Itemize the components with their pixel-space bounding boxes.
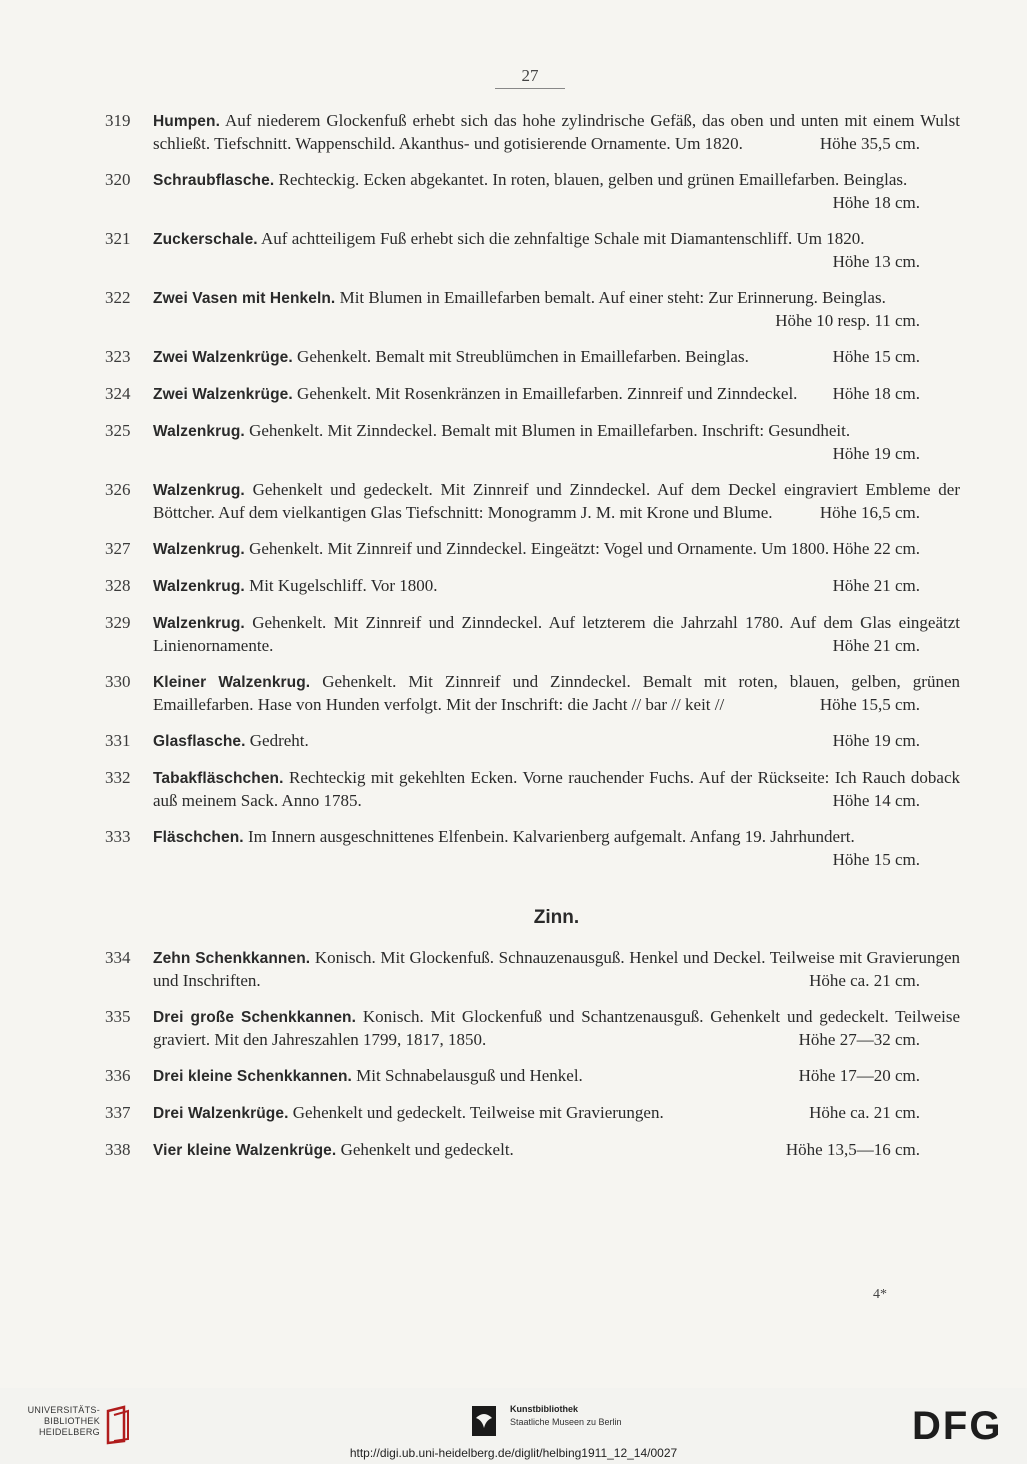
entry-body — [153, 767, 960, 812]
catalog-entry — [105, 575, 960, 598]
catalog-entry — [105, 228, 960, 273]
dfg-logo[interactable]: DFG — [912, 1404, 1003, 1448]
entry-number: 329 — [105, 613, 131, 632]
ub-line-2: BIBLIOTHEK — [43, 1416, 100, 1426]
entry-description: Gehenkelt. Mit Rosenkränzen in Emaillefarben. Zinnreif und Zinndeckel. — [297, 384, 798, 403]
catalog-entry — [105, 383, 960, 406]
entry-height: Höhe 27—32 cm. — [798, 1030, 920, 1049]
entry-title: Zwei Vasen mit Henkeln. — [153, 290, 336, 307]
entry-number: 327 — [105, 539, 131, 558]
entry-height: Höhe 15 cm. — [832, 347, 920, 366]
entry-body — [153, 612, 960, 657]
entry-title: Drei kleine Schenkkannen. — [153, 1068, 352, 1085]
entry-height: Höhe 15,5 cm. — [819, 695, 920, 714]
entry-number: 322 — [105, 288, 131, 307]
catalog-entries — [105, 110, 960, 1176]
entry-body — [153, 1065, 960, 1088]
catalog-entry — [105, 1006, 960, 1051]
entry-number: 338 — [105, 1140, 131, 1159]
entry-description: Mit Schnabelausguß und Henkel. — [356, 1066, 583, 1085]
entry-height: Höhe 21 cm. — [832, 636, 920, 655]
ub-line-3: HEIDELBERG — [38, 1427, 100, 1437]
catalog-entry — [105, 110, 960, 155]
entry-description: Rechteckig mit gekehlten Ecken. Vorne rauchender Fuchs. Auf der Rückseite: Ich Rauch doback auß meinem Sack. Anno 1785. — [153, 768, 961, 810]
section-heading-zinn: Zinn. — [533, 907, 580, 928]
entry-body — [153, 947, 960, 992]
entry-title: Walzenkrug. — [153, 578, 245, 595]
entry-body — [153, 730, 960, 753]
entry-number: 328 — [105, 576, 131, 595]
entry-body — [153, 538, 960, 561]
entry-height: Höhe 35,5 cm. — [819, 134, 920, 153]
entry-body — [153, 346, 960, 369]
zinn-entry-list — [105, 947, 960, 1162]
signature-mark: 4* — [873, 1287, 887, 1302]
catalog-entry — [105, 287, 960, 332]
entry-description: Auf niederem Glockenfuß erhebt sich das hohe zylindrische Gefäß, das oben und unten mit einem Wulst schließt. Tiefschnitt. Wappenschild. Akanthus- und gotisierende Ornamente. Um 1820. — [153, 111, 960, 153]
catalog-entry — [105, 947, 960, 992]
entry-title: Tabakfläschchen. — [153, 770, 284, 787]
entry-number: 324 — [105, 384, 131, 403]
entry-body — [153, 1102, 960, 1125]
eagle-icon — [472, 1406, 496, 1436]
entry-height: Höhe 10 resp. 11 cm. — [775, 311, 920, 330]
entry-body — [153, 420, 960, 465]
entry-title: Zwei Walzenkrüge. — [153, 386, 293, 403]
entry-description: Mit Blumen in Emaillefarben bemalt. Auf einer steht: Zur Erinnerung. Beinglas. — [339, 288, 886, 307]
entry-title: Schraubflasche. — [153, 172, 275, 189]
entry-title: Zuckerschale. — [153, 231, 258, 248]
entry-description: Gehenkelt. Mit Zinnreif und Zinndeckel. Auf letzterem die Jahrzahl 1780. Auf dem Glas eingeätzt Linienornamente. — [153, 613, 961, 655]
entry-title: Vier kleine Walzenkrüge. — [153, 1142, 337, 1159]
kunstbibliothek-logo[interactable] — [472, 1402, 672, 1442]
entry-body — [153, 1006, 960, 1051]
entry-number: 332 — [105, 768, 131, 787]
entry-description: Konisch. Mit Glockenfuß. Schnauzenausguß. Henkel und Deckel. Teilweise mit Gravierungen und Inschriften. — [153, 948, 960, 990]
entry-height: Höhe 21 cm. — [832, 576, 920, 595]
entry-description: Rechteckig. Ecken abgekantet. In roten, blauen, gelben und grünen Emaillefarben. Beinglas. — [278, 170, 908, 189]
entry-description: Gedreht. — [249, 731, 309, 750]
page-number: 27 — [495, 66, 565, 89]
entry-number: 325 — [105, 421, 131, 440]
entry-title: Walzenkrug. — [153, 541, 245, 558]
ub-logo-text — [14, 1405, 100, 1438]
entry-number: 323 — [105, 347, 131, 366]
entry-description: Gehenkelt und gedeckelt. Mit Zinnreif und Zinndeckel. Auf dem Deckel eingraviert Embleme der Böttcher. Auf dem vielkantigen Glas Tiefschnitt: Monogramm J. M. mit Krone und Blume. — [153, 480, 961, 522]
ub-line-1: UNIVERSITÄTS- — [27, 1405, 100, 1415]
entry-height: Höhe 19 cm. — [832, 444, 920, 463]
entry-number: 331 — [105, 731, 131, 750]
ub-heidelberg-logo[interactable] — [14, 1405, 134, 1447]
entry-height: Höhe 16,5 cm. — [819, 503, 920, 522]
entry-height: Höhe 15 cm. — [832, 850, 920, 869]
entry-number: 337 — [105, 1103, 131, 1122]
entry-body — [153, 1139, 960, 1162]
entry-description: Konisch. Mit Glockenfuß und Schantzenausguß. Gehenkelt und gedeckelt. Teilweise graviert. Mit den Jahreszahlen 1799, 1817, 1850. — [153, 1007, 961, 1049]
entry-number: 319 — [105, 111, 131, 130]
entry-height: Höhe 18 cm. — [832, 193, 920, 212]
entry-title: Drei Walzenkrüge. — [153, 1105, 289, 1122]
entry-description: Auf achtteiligem Fuß erhebt sich die zehnfaltige Schale mit Diamantenschliff. Um 1820. — [261, 229, 865, 248]
entry-height: Höhe 18 cm. — [832, 384, 920, 403]
catalog-entry — [105, 1139, 960, 1162]
entry-number: 333 — [105, 827, 131, 846]
entry-title: Drei große Schenkkannen. — [153, 1009, 357, 1026]
entry-body — [153, 575, 960, 598]
catalog-entry — [105, 169, 960, 214]
entry-description: Gehenkelt. Mit Zinnreif und Zinndeckel. Eingeätzt: Vogel und Ornamente. Um 1800. — [249, 539, 830, 558]
entry-body — [153, 671, 960, 716]
entry-body — [153, 383, 960, 406]
entry-height: Höhe ca. 21 cm. — [809, 971, 920, 990]
entry-description: Im Innern ausgeschnittenes Elfenbein. Kalvarienberg aufgemalt. Anfang 19. Jahrhundert. — [247, 827, 855, 846]
entry-title: Fläschchen. — [153, 829, 244, 846]
entry-title: Walzenkrug. — [153, 423, 245, 440]
catalog-entry — [105, 730, 960, 753]
entry-description: Gehenkelt. Mit Zinndeckel. Bemalt mit Blumen in Emaillefarben. Inschrift: Gesundheit. — [249, 421, 851, 440]
entry-description: Gehenkelt und gedeckelt. Teilweise mit Gravierungen. — [292, 1103, 664, 1122]
entry-height: Höhe ca. 21 cm. — [809, 1103, 920, 1122]
catalog-entry — [105, 479, 960, 524]
entry-body — [153, 826, 960, 871]
entry-height: Höhe 17—20 cm. — [798, 1066, 920, 1085]
entry-number: 320 — [105, 170, 131, 189]
catalog-entry — [105, 671, 960, 716]
entry-body — [153, 287, 960, 332]
catalog-entry — [105, 1102, 960, 1125]
catalog-entry — [105, 420, 960, 465]
entry-height: Höhe 13 cm. — [832, 252, 920, 271]
catalog-entry — [105, 1065, 960, 1088]
catalog-entry — [105, 612, 960, 657]
entry-number: 326 — [105, 480, 131, 499]
catalog-entry — [105, 826, 960, 871]
entry-description: Mit Kugelschliff. Vor 1800. — [249, 576, 438, 595]
entry-body — [153, 479, 960, 524]
entry-title: Zwei Walzenkrüge. — [153, 349, 293, 366]
entry-title: Walzenkrug. — [153, 615, 245, 632]
entry-number: 335 — [105, 1007, 131, 1026]
entry-number: 334 — [105, 948, 131, 967]
entry-title: Humpen. — [153, 113, 221, 130]
entry-title: Glasflasche. — [153, 733, 246, 750]
catalog-entry — [105, 767, 960, 812]
entry-number: 330 — [105, 672, 131, 691]
catalog-entry — [105, 538, 960, 561]
entry-height: Höhe 19 cm. — [832, 731, 920, 750]
entry-body — [153, 110, 960, 155]
entry-description: Gehenkelt. Bemalt mit Streublümchen in Emaillefarben. Beinglas. — [297, 347, 749, 366]
entry-title: Walzenkrug. — [153, 482, 245, 499]
entry-title: Kleiner Walzenkrug. — [153, 674, 311, 691]
page-url-link[interactable]: http://digi.ub.uni-heidelberg.de/diglit/helbing1911_12_14/0027 — [349, 1446, 678, 1460]
ub-mark-icon — [104, 1405, 132, 1445]
kb-name: Kunstbibliothek — [510, 1404, 578, 1414]
entry-height: Höhe 13,5—16 cm. — [785, 1140, 920, 1159]
entry-title: Zehn Schenkkannen. — [153, 950, 311, 967]
entry-height: Höhe 22 cm. — [832, 539, 920, 558]
entry-height: Höhe 14 cm. — [832, 791, 920, 810]
entry-body — [153, 169, 960, 214]
entry-description: Gehenkelt und gedeckelt. — [340, 1140, 514, 1159]
glass-entry-list — [105, 110, 960, 871]
entry-number: 321 — [105, 229, 131, 248]
catalog-entry — [105, 346, 960, 369]
entry-description: Gehenkelt. Mit Zinnreif und Zinndeckel. Bemalt mit roten, blauen, gelben, grünen Emaillefarben. Hase von Hunden verfolgt. Mit der Inschrift: die Jacht // bar // keit // — [153, 672, 961, 714]
kb-subtitle: Staatliche Museen zu Berlin — [510, 1417, 622, 1427]
entry-number: 336 — [105, 1066, 131, 1085]
entry-body — [153, 228, 960, 273]
